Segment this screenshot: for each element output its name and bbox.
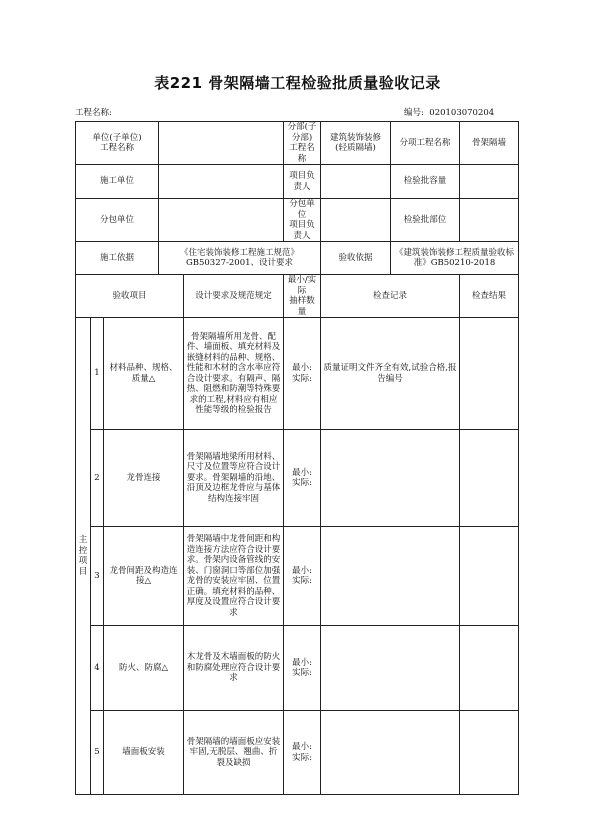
check-record[interactable]: 质量证明文件齐全有效,试验合格,报告编号 [321,318,460,430]
check-result[interactable] [460,711,519,795]
subitem-value: 骨架隔墙 [460,122,519,165]
acceptance-basis-value: 《建筑装饰装修工程质量验收标准》GB50210-2018 [391,242,519,275]
check-record[interactable] [321,711,460,795]
sample-count[interactable] [284,711,321,795]
contractor-label: 施工单位 [76,165,159,199]
item-requirement: 骨架隔墙的墙面板应安装牢固,无脱层、翘曲、折裂及缺损 [184,711,284,795]
code-value: 020103070204 [429,108,495,118]
item-requirement: 骨架隔墙中龙骨间距和构造连接方法应符合设计要求。骨架内设备管线的安装、门窗洞口等部位加强龙骨的安装应牢固、位置正确。填充材料的品种、厚度及设置应符合设计要求 [184,527,284,626]
table-row [76,527,519,626]
item-name: 墙面板安装 [104,711,184,795]
sample-count[interactable] [284,626,321,711]
group-label-cell [76,318,91,795]
sample-count[interactable] [284,318,321,430]
item-number: 5 [91,711,104,795]
table-row [76,626,519,711]
col-sample-header: 最小/实际 抽样数量 [284,275,321,318]
sample-actual-label: 实际: [292,668,312,678]
sample-actual-label: 实际: [292,373,312,384]
col-record-header: 检查记录 [321,275,460,318]
sub-manager-value[interactable] [321,199,391,242]
code-label: 编号: [404,108,424,118]
header-row-3 [76,199,519,242]
column-header-row [76,275,519,318]
division-label: 分部(子分部) 工程名称 [284,122,321,165]
sample-actual-label: 实际: [292,752,312,763]
item-requirement: 骨架隔墙地梁所用材料、尺寸及位置等应符合设计要求。骨架隔墙的沿地、沿顶及边框龙骨应与基体结构连接牢固 [184,430,284,527]
check-result[interactable] [460,318,519,430]
sample-count[interactable] [284,527,321,626]
manager-value[interactable] [321,165,391,199]
sample-min-label: 最小: [292,565,312,576]
unit-project-label: 单位(子单位) 工程名称 [76,122,159,165]
sample-count[interactable] [284,430,321,527]
header-row-1 [76,122,519,165]
batch-capacity-label: 检验批容量 [391,165,460,199]
sample-min-label: 最小: [292,363,312,373]
subcontractor-label: 分包单位 [76,199,159,242]
batch-capacity-value[interactable] [460,165,519,199]
construction-basis-value: 《住宅装饰装修工程施工规范》GB50327-2001、设计要求 [159,242,321,275]
item-number: 2 [91,430,104,527]
check-result[interactable] [460,430,519,527]
sample-min-label: 最小: [292,742,312,752]
table-row [76,711,519,795]
check-record[interactable] [321,430,460,527]
item-requirement: 骨架隔墙所用龙骨、配件、墙面板、填充材料及嵌缝材料的品种、规格、性能和木材的含水率应符合设计要求。有隔声、隔热、阻燃和防潮等特殊要求的工程,材料应有相应性能等级的检验报告 [184,318,284,430]
sample-actual-label: 实际: [292,478,312,488]
acceptance-basis-label: 验收依据 [321,242,391,275]
item-name: 防火、防腐△ [104,626,184,711]
col-result-header: 检查结果 [460,275,519,318]
item-name: 龙骨连接 [104,430,184,527]
contractor-value[interactable] [159,165,284,199]
check-record[interactable] [321,527,460,626]
item-name: 材料品种、规格、质量△ [104,318,184,430]
item-number: 4 [91,626,104,711]
group-label: 主控项目 [78,535,88,577]
unit-project-value[interactable] [159,122,284,165]
check-result[interactable] [460,527,519,626]
item-name: 龙骨间距及构造连接△ [104,527,184,626]
sample-actual-label: 实际: [292,576,312,586]
division-value: 建筑装饰装修 (轻质隔墙) [321,122,391,165]
project-name-label: 工程名称: [75,108,112,118]
batch-location-value[interactable] [460,199,519,242]
header-row-4 [76,242,519,275]
form-code [404,106,494,118]
form-title: 表221 骨架隔墙工程检验批质量验收记录 [154,74,441,92]
subcontractor-value[interactable] [159,199,284,242]
sample-min-label: 最小: [292,657,312,668]
construction-basis-label: 施工依据 [76,242,159,275]
item-number: 1 [91,318,104,430]
check-result[interactable] [460,626,519,711]
subitem-label: 分项工程名称 [391,122,460,165]
sample-min-label: 最小: [292,467,312,478]
table-row [76,430,519,527]
col-requirement-header: 设计要求及规范规定 [184,275,284,318]
item-requirement: 木龙骨及木墙面板的防火和防腐处理应符合设计要求 [184,626,284,711]
sub-manager-label: 分包单位 项目负责人 [284,199,321,242]
manager-label: 项目负责人 [284,165,321,199]
header-row-2 [76,165,519,199]
table-row [76,318,519,430]
check-record[interactable] [321,626,460,711]
item-number: 3 [91,527,104,626]
batch-location-label: 检验批部位 [391,199,460,242]
col-item-header: 验收项目 [76,275,184,318]
inspection-form-table [75,121,519,795]
